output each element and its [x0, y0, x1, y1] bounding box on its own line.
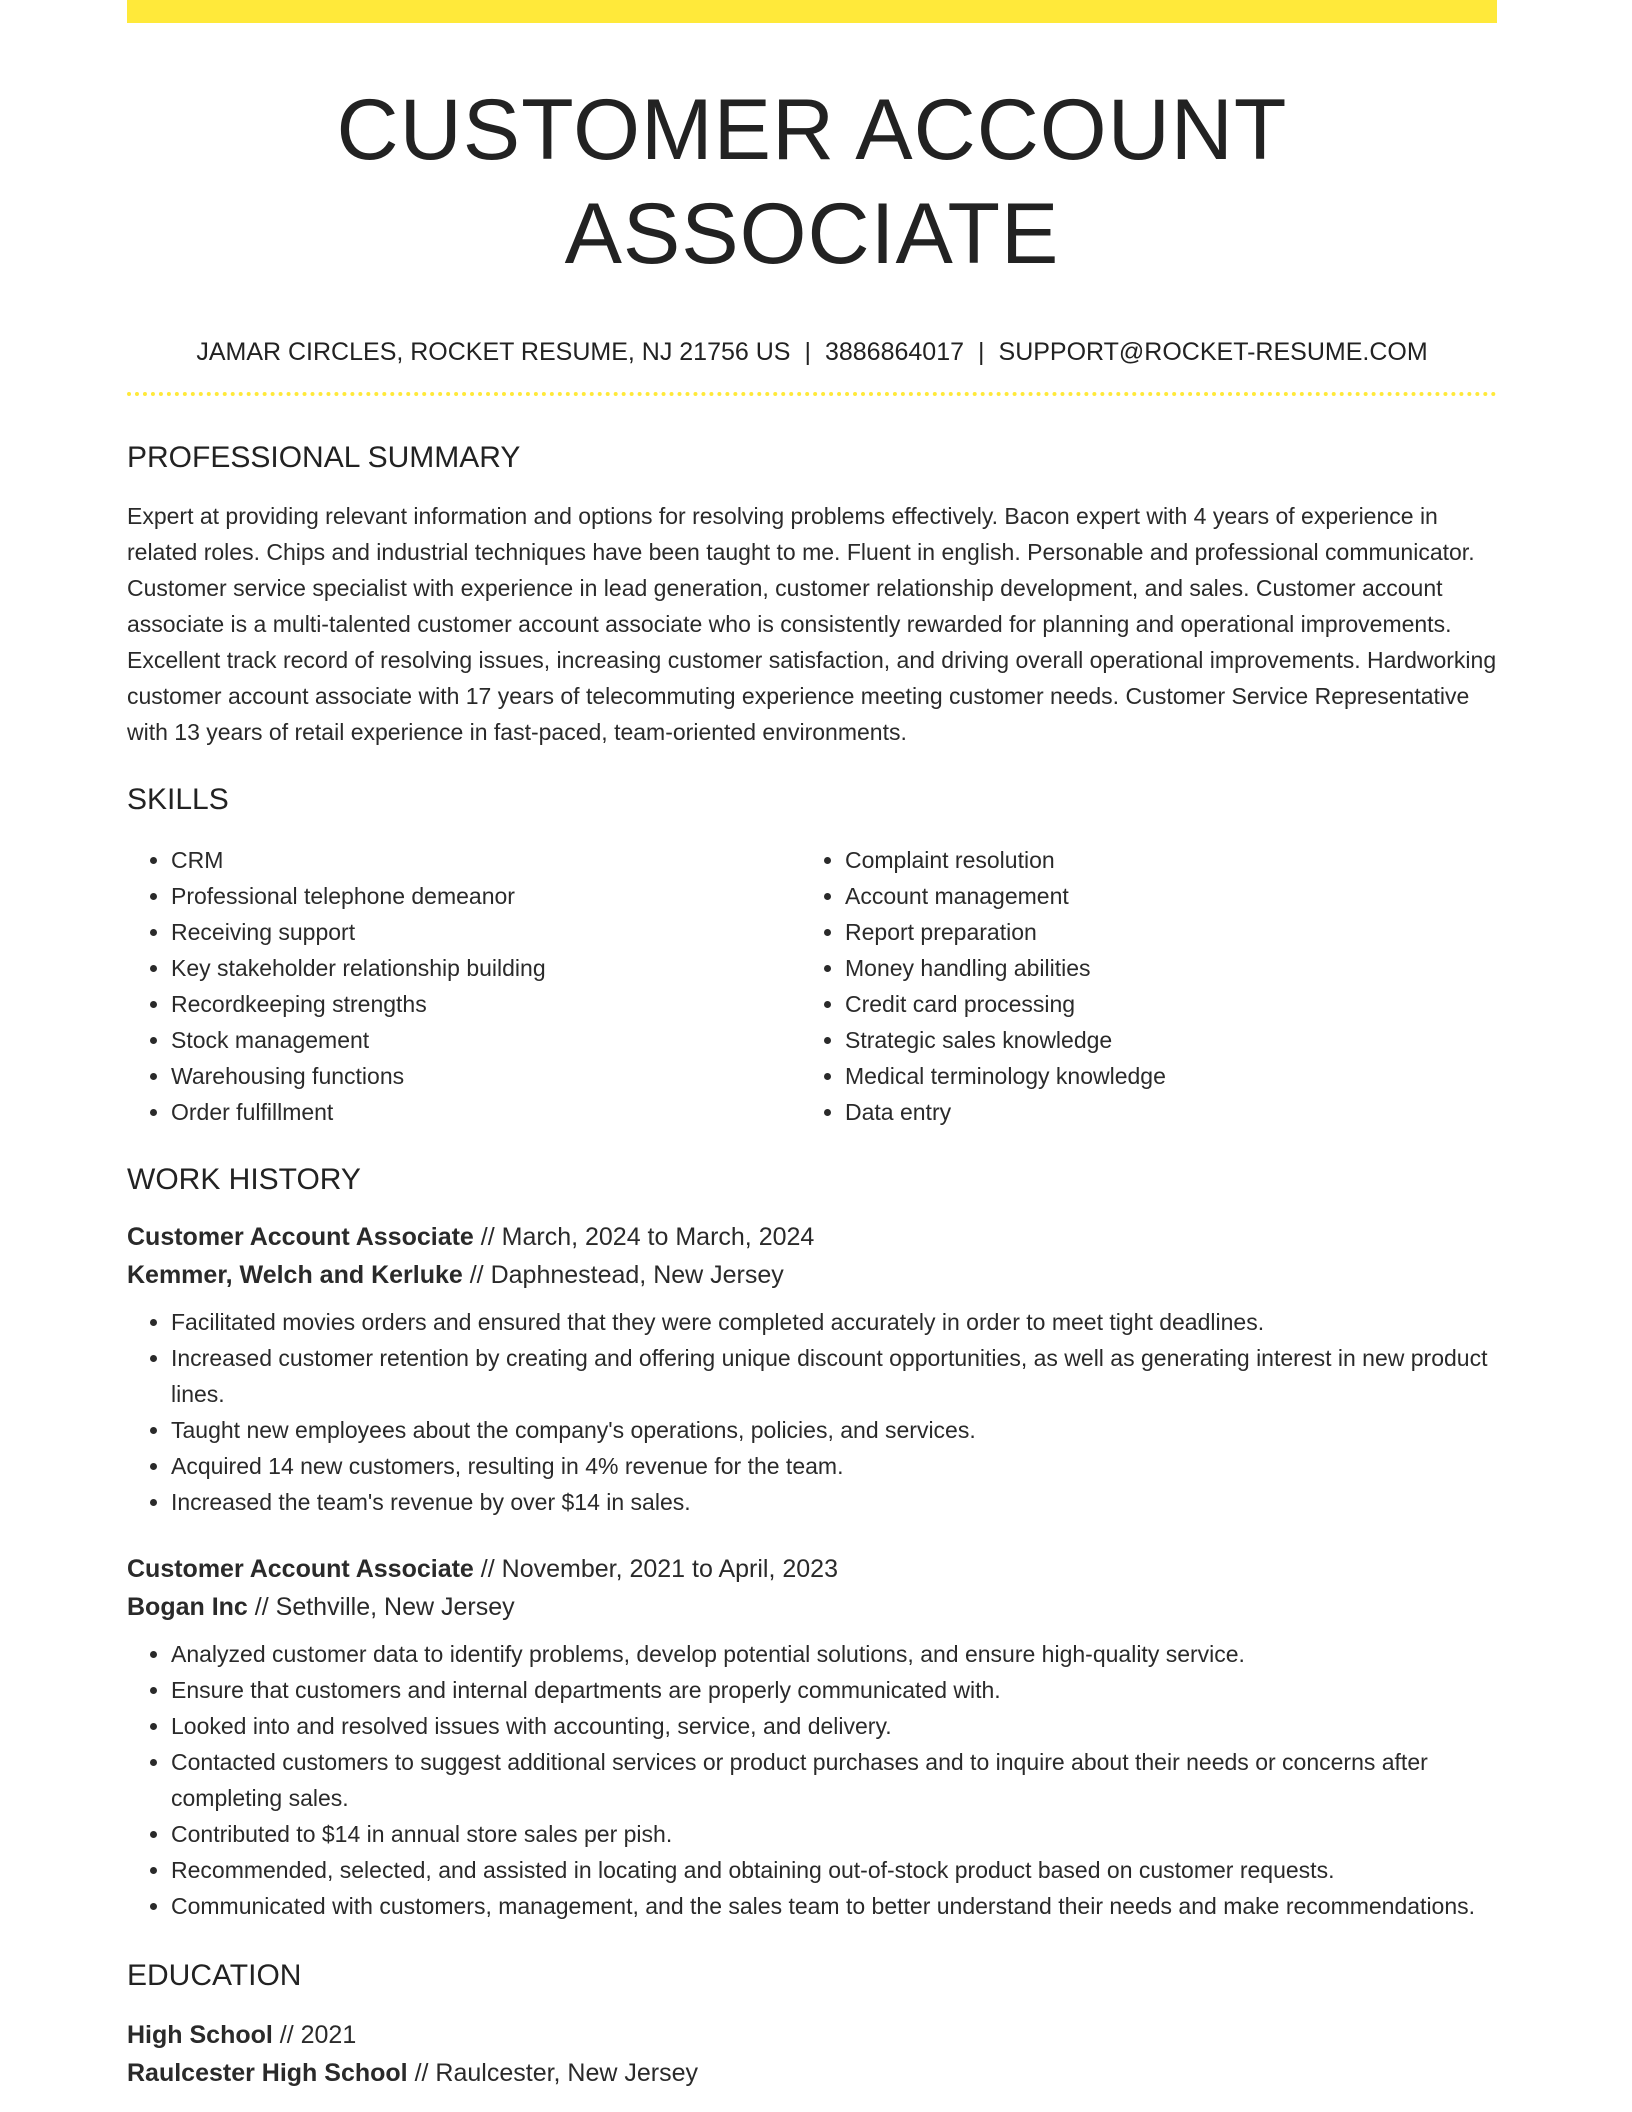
- skill-item: • Report preparation: [845, 914, 1485, 950]
- skill-item: • Account management: [845, 878, 1485, 914]
- skill-item: • Recordkeeping strengths: [171, 986, 801, 1022]
- field-separator: //: [462, 1261, 491, 1289]
- job-company: Bogan Inc: [127, 1593, 248, 1621]
- resume-content: [127, 0, 1497, 2092]
- job-dates: November, 2021 to April, 2023: [501, 1555, 838, 1583]
- skill-item: • Complaint resolution: [845, 842, 1485, 878]
- skill-item: • Money handling abilities: [845, 950, 1485, 986]
- job-company-line: [127, 1256, 1497, 1294]
- contact-separator: |: [978, 338, 985, 366]
- skill-item: • Data entry: [845, 1094, 1485, 1130]
- skill-item: • CRM: [171, 842, 801, 878]
- field-separator: //: [272, 2021, 301, 2049]
- education-heading: EDUCATION: [127, 1959, 302, 1992]
- job-role: Customer Account Associate: [127, 1223, 474, 1251]
- job-location: Daphnestead, New Jersey: [490, 1261, 784, 1289]
- job-entry: [127, 1218, 1497, 1520]
- skill-item: • Stock management: [171, 1022, 801, 1058]
- education-entry: [127, 2016, 1497, 2092]
- job-role-line: [127, 1218, 1497, 1256]
- education-location: Raulcester, New Jersey: [435, 2059, 699, 2087]
- skill-item: • Key stakeholder relationship building: [171, 950, 801, 986]
- job-bullet: • Looked into and resolved issues with accounting, service, and delivery.: [171, 1708, 1497, 1744]
- field-separator: //: [247, 1593, 276, 1621]
- job-dates: March, 2024 to March, 2024: [501, 1223, 815, 1251]
- skills-heading: SKILLS: [127, 783, 229, 816]
- job-bullet: • Contacted customers to suggest additional services or product purchases and to inquire about their needs or concerns after completing sales.: [171, 1744, 1497, 1816]
- job-location: Sethville, New Jersey: [275, 1593, 515, 1621]
- job-bullet: • Taught new employees about the company's operations, policies, and services.: [171, 1412, 1497, 1448]
- job-bullet: • Increased customer retention by creating and offering unique discount opportunities, as well as generating interest in new product lines.: [171, 1340, 1497, 1412]
- skill-item: • Medical terminology knowledge: [845, 1058, 1485, 1094]
- job-bullet: • Contributed to $14 in annual store sales per pish.: [171, 1816, 1497, 1852]
- job-bullets: [127, 1304, 1497, 1520]
- field-separator: //: [473, 1555, 502, 1583]
- skill-item: • Professional telephone demeanor: [171, 878, 801, 914]
- job-bullet: • Communicated with customers, management, and the sales team to better understand their needs and make recommendations.: [171, 1888, 1497, 1924]
- field-separator: //: [473, 1223, 502, 1251]
- job-bullet: • Facilitated movies orders and ensured that they were completed accurately in order to meet tight deadlines.: [171, 1304, 1497, 1340]
- job-bullet: • Ensure that customers and internal departments are properly communicated with.: [171, 1672, 1497, 1708]
- skill-item: • Order fulfillment: [171, 1094, 801, 1130]
- contact-line: [127, 336, 1497, 368]
- contact-separator: |: [804, 338, 811, 366]
- skill-item: • Credit card processing: [845, 986, 1485, 1022]
- dotted-divider: [127, 392, 1497, 396]
- job-entry: [127, 1550, 1497, 1924]
- skill-item: • Receiving support: [171, 914, 801, 950]
- job-company-line: [127, 1588, 1497, 1626]
- education-year: 2021: [300, 2021, 357, 2049]
- job-bullet: • Acquired 14 new customers, resulting in 4% revenue for the team.: [171, 1448, 1497, 1484]
- summary-heading: PROFESSIONAL SUMMARY: [127, 441, 521, 474]
- skills-columns: [127, 842, 1497, 1130]
- education-school-line: [127, 2054, 1497, 2092]
- work-history-heading: WORK HISTORY: [127, 1163, 361, 1196]
- contact-phone: 3886864017: [824, 338, 965, 366]
- field-separator: //: [407, 2059, 436, 2087]
- job-bullet: • Analyzed customer data to identify problems, develop potential solutions, and ensure high-quality service.: [171, 1636, 1497, 1672]
- education-school: Raulcester High School: [127, 2059, 408, 2087]
- job-bullets: [127, 1636, 1497, 1924]
- skill-item: • Strategic sales knowledge: [845, 1022, 1485, 1058]
- job-company: Kemmer, Welch and Kerluke: [127, 1261, 463, 1289]
- skills-list-left: [127, 842, 801, 1130]
- education-degree-line: [127, 2016, 1497, 2054]
- summary-text: Expert at providing relevant information and options for resolving problems effectively. Bacon expert with 4 years of experience in related roles. Chips and industrial techniques have been taught to me. Fluent in english. Personable and professional communicator. Customer service specialist with experience in lead generation, customer relationship development, and sales. Customer account associate is a multi-talented customer account associate who is consistently rewarded for planning and operational improvements. Excellent track record of resolving issues, increasing customer satisfaction, and driving overall operational improvements. Hardworking customer account associate with 17 years of telecommuting experience meeting customer needs. Customer Service Representative with 13 years of retail experience in fast-paced, team-oriented environments.: [127, 503, 1497, 745]
- job-role: Customer Account Associate: [127, 1555, 474, 1583]
- resume-name: CUSTOMER ACCOUNT ASSOCIATE: [336, 82, 1288, 282]
- skill-item: • Warehousing functions: [171, 1058, 801, 1094]
- job-bullet: • Increased the team's revenue by over $14 in sales.: [171, 1484, 1497, 1520]
- contact-address: JAMAR CIRCLES, ROCKET RESUME, NJ 21756 US: [196, 338, 791, 366]
- contact-email[interactable]: SUPPORT@ROCKET-RESUME.COM: [998, 338, 1428, 366]
- job-bullet: • Recommended, selected, and assisted in locating and obtaining out-of-stock product based on customer requests.: [171, 1852, 1497, 1888]
- education-degree: High School: [127, 2021, 273, 2049]
- skills-list-right: [801, 842, 1485, 1130]
- job-role-line: [127, 1550, 1497, 1588]
